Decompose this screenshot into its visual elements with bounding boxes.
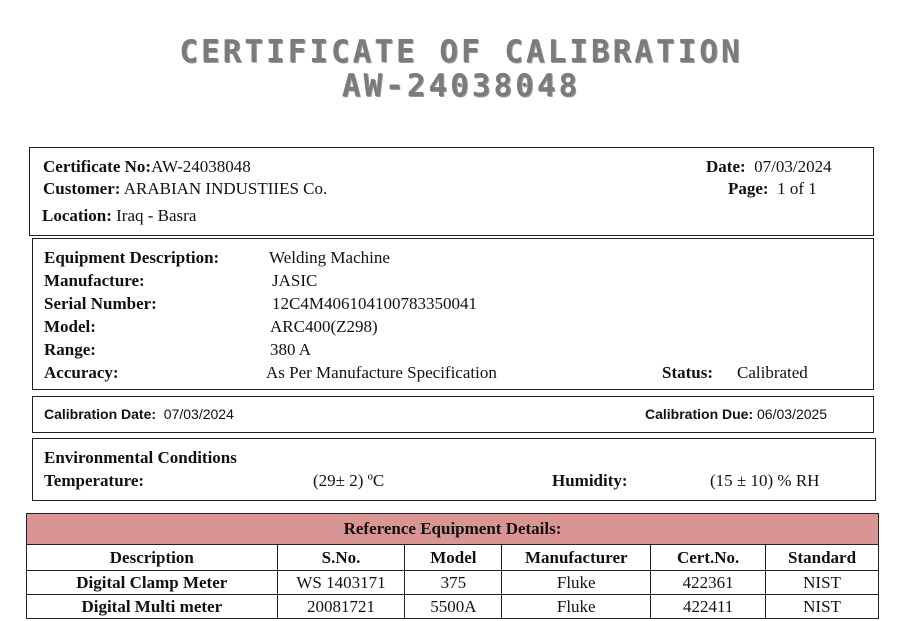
manufacture-label: Manufacture: <box>44 271 145 290</box>
reference-heading: Reference Equipment Details: <box>27 514 879 545</box>
calibration-dates-box <box>32 396 874 433</box>
page-row <box>728 179 817 199</box>
page-value: 1 of 1 <box>777 179 817 198</box>
range-value: 380 A <box>270 340 312 359</box>
table-cell-description: Digital Clamp Meter <box>27 571 278 595</box>
table-cell-standard: NIST <box>766 595 879 619</box>
calibration-due-row <box>645 406 827 422</box>
reference-heading-row <box>27 514 879 545</box>
customer-row <box>43 179 327 199</box>
customer-label: Customer: <box>43 179 121 198</box>
table-cell-cert-no: 422361 <box>651 571 766 595</box>
calibration-date-value: 07/03/2024 <box>163 406 234 422</box>
accuracy-value: As Per Manufacture Specification <box>266 363 497 382</box>
manufacture-value: JASIC <box>272 271 318 290</box>
calibration-date-label: Calibration Date: <box>44 406 157 422</box>
location-row <box>42 206 196 226</box>
table-cell-manufacturer: Fluke <box>502 571 651 595</box>
table-cell-manufacturer: Fluke <box>502 595 651 619</box>
table-row <box>27 571 879 595</box>
equipment-description-value: Welding Machine <box>269 248 390 267</box>
table-cell-serial-no: 20081721 <box>277 595 405 619</box>
page-label: Page: <box>728 179 769 198</box>
table-cell-description: Digital Multi meter <box>27 595 278 619</box>
column-header-standard: Standard <box>766 545 879 571</box>
certificate-no-label: Certificate No: <box>43 157 152 176</box>
column-header-manufacturer: Manufacturer <box>502 545 651 571</box>
equipment-description-label: Equipment Description: <box>44 248 220 267</box>
accuracy-label: Accuracy: <box>44 363 119 382</box>
equipment-box <box>32 238 874 390</box>
model-value: ARC400(Z298) <box>270 317 378 336</box>
customer-value: ARABIAN INDUSTIIES Co. <box>123 179 328 198</box>
calibration-due-value: 06/03/2025 <box>757 406 828 422</box>
certificate-title: CERTIFICATE OF CALIBRATION <box>179 34 743 70</box>
table-cell-serial-no: WS 1403171 <box>277 571 405 595</box>
calibration-date-row <box>44 406 234 422</box>
serial-number-label: Serial Number: <box>44 294 157 313</box>
table-row <box>27 595 879 619</box>
model-label: Model: <box>44 317 96 336</box>
humidity-label: Humidity: <box>552 471 628 490</box>
date-row <box>706 157 832 177</box>
temperature-label: Temperature: <box>44 471 145 490</box>
status-label: Status: <box>662 363 714 382</box>
range-label: Range: <box>44 340 96 359</box>
column-header-description: Description <box>27 545 278 571</box>
calibration-due-label: Calibration Due: <box>645 406 754 422</box>
serial-number-value: 12C4M406104100783350041 <box>272 294 477 313</box>
table-cell-standard: NIST <box>766 571 879 595</box>
location-value: Iraq - Basra <box>116 206 197 225</box>
table-cell-cert-no: 422411 <box>651 595 766 619</box>
environment-heading: Environmental Conditions <box>44 448 237 467</box>
table-cell-model: 5500A <box>405 595 502 619</box>
certificate-no-row <box>43 157 251 177</box>
certificate-number-title: AW-24038048 <box>341 68 581 104</box>
temperature-value: (29± 2) ºC <box>313 471 385 490</box>
humidity-value: (15 ± 10) % RH <box>710 471 820 490</box>
environment-box <box>32 438 876 501</box>
location-label: Location: <box>42 206 112 225</box>
certificate-no-value: AW-24038048 <box>151 157 251 176</box>
reference-column-header-row <box>27 545 879 571</box>
reference-equipment-table <box>26 513 879 619</box>
column-header-model: Model <box>405 545 502 571</box>
certificate-info-box <box>29 147 874 236</box>
column-header-cert-no: Cert.No. <box>651 545 766 571</box>
table-cell-model: 375 <box>405 571 502 595</box>
date-label: Date: <box>706 157 746 176</box>
status-value: Calibrated <box>737 363 808 382</box>
date-value: 07/03/2024 <box>754 157 832 176</box>
column-header-serial-no: S.No. <box>277 545 405 571</box>
